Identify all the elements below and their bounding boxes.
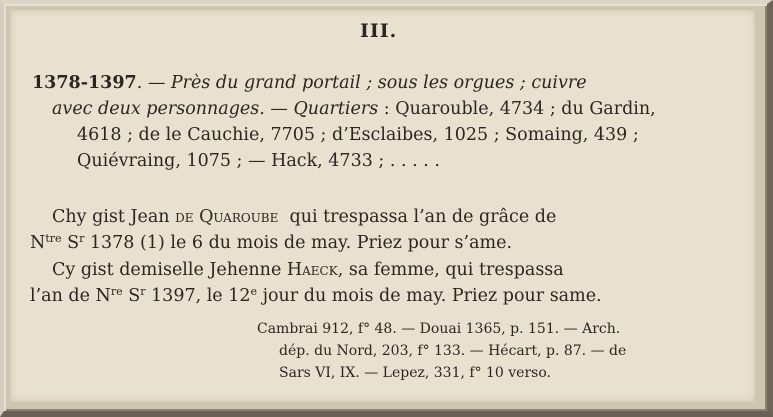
entry-line-2: avec deux personnages. — Quartiers : Quarouble, 4734 ; du Gardin, [52, 99, 656, 119]
entry-location: Près du grand portail ; sous les orgues ; cuivre [170, 73, 587, 93]
reference-line-1: Cambrai 912, f° 48. — Douai 1365, p. 151. — Arch. [257, 321, 621, 337]
document-page [10, 10, 755, 402]
reference-line-2: dép. du Nord, 203, f° 133. — Hécart, p. 87. — de [279, 343, 627, 359]
entry-date: 1378-1397 [32, 73, 137, 93]
section-heading: III. [360, 20, 398, 42]
inscription-line-3: Cy gist demiselle Jehenne Haeck, sa femme, qui trespassa [52, 260, 564, 280]
name-haeck: Haeck [286, 260, 338, 280]
entry-line-1: 1378-1397. — Près du grand portail ; sous les orgues ; cuivre [32, 73, 587, 93]
reference-line-3: Sars VI, IX. — Lepez, 331, f° 10 verso. [279, 365, 551, 381]
inscription-line-1: Chy gist Jean de Quaroube qui trespassa l’an de grâce de [52, 207, 557, 227]
name-quaroube: de Quaroube [175, 207, 279, 227]
inscription-line-2: $N^{tre}$ $S^r$ 1378 (1) le 6 du mois de may. Priez pour s’ame. [30, 232, 513, 253]
entry-line-3: 4618 ; de le Cauchie, 7705 ; d’Esclaibes, 1025 ; Somaing, 439 ; [77, 125, 639, 145]
entry-line-4: Quiévraing, 1075 ; — Hack, 4733 ; . . . . . [77, 151, 440, 171]
inscription-line-4: l’an de $N^{re}$ $S^r$ 1397, le 12e jour du mois de may. Priez pour same. [30, 285, 602, 306]
